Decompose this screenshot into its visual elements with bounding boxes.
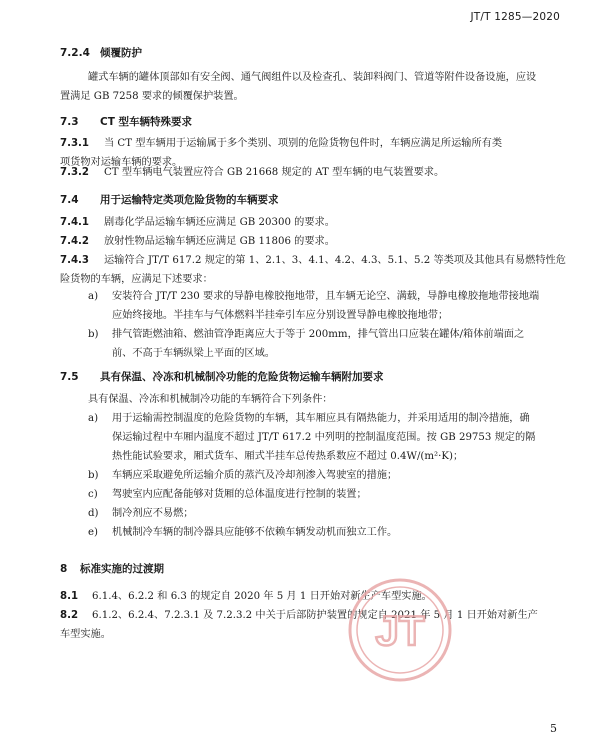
list-marker: d) [88,508,99,519]
paragraph-line: 置满足 GB 7258 要求的倾覆保护装置。 [60,91,244,102]
paragraph-line: 具有保温、冷冻和机械制冷功能的车辆符合下列条件： [88,394,333,405]
paragraph-line: 6.1.2、6.2.4、7.2.3.1 及 7.2.3.2 中关于后部防护装置的规定自 2021 年 5 月 1 日开始对新生产 [92,610,538,621]
clause-number: 7.3.2 [60,167,90,178]
document-code: JT/T 1285—2020 [470,11,560,23]
section-title: 具有保温、冷冻和机械制冷功能的危险货物运输车辆附加要求 [100,371,384,383]
section-number: 7.3 [60,116,79,128]
paragraph-line: 险货物的车辆，应满足下述要求： [60,274,213,285]
section-title: CT 型车辆特殊要求 [100,116,193,128]
list-item-line: 排气管距燃油箱、燃油管净距离应大于等于 200mm，排气管出口应装在罐体/箱体前端面之 [112,329,525,340]
paragraph-line: 剧毒化学品运输车辆还应满足 GB 20300 的要求。 [104,217,335,228]
list-item-line: 机械制冷车辆的制冷器具应能够不依赖车辆发动机而独立工作。 [112,527,398,538]
section-number: 7.4 [60,194,79,206]
list-marker: e) [88,527,99,538]
list-item-line: 用于运输需控制温度的危险货物的车辆，其车厢应具有隔热能力，并采用适用的制冷措施，确 [112,413,530,424]
clause-number: 7.4.1 [60,217,90,228]
section-title: 用于运输特定类项危险货物的车辆要求 [100,194,279,206]
list-marker: a) [88,291,99,302]
list-item-line: 应始终接地。半挂车与气体燃料半挂牵引车应分别设置导静电橡胶拖地带； [112,310,449,321]
jt-watermark-stamp [345,575,455,685]
section-heading-7-2-4 [60,45,142,60]
svg-text:JT: JT [375,607,425,654]
paragraph-line: 运输符合 JT/T 617.2 规定的第 1、2.1、3、4.1、4.2、4.3、5.1、5.2 等类项及其他具有易燃特性危 [104,255,566,266]
list-item-line: 热性能试验要求，厢式货车、厢式半挂车总传热系数应不超过 0.4W/(m²·K)； [112,451,464,462]
list-marker: b) [88,329,99,340]
list-marker: c) [88,489,98,500]
clause-number: 8.2 [60,610,79,621]
list-item-line: 前、不高于车辆纵梁上平面的区域。 [112,348,275,359]
list-item-line: 安装符合 JT/T 230 要求的导静电橡胶拖地带，且车辆无论空、满载，导静电橡胶拖地带接地端 [112,291,540,302]
paragraph-line: CT 型车辆电气装置应符合 GB 21668 规定的 AT 型车辆的电气装置要求。 [104,167,445,178]
paragraph-line: 罐式车辆的罐体顶部如有安全阀、通气阀组件以及检查孔、装卸料阀门、管道等附件设备设施，应设 [88,72,537,83]
list-marker: b) [88,470,99,481]
section-heading-7-4 [60,192,279,207]
list-item-line: 制冷剂应不易燃； [112,508,194,519]
list-item-line: 车辆应采取避免所运输介质的蒸汽及冷却剂渗入驾驶室的措施； [112,470,398,481]
section-heading-7-5 [60,369,384,384]
paragraph-line: 车型实施。 [60,629,111,640]
section-number: 7.2.4 [60,47,90,59]
clause-number: 7.4.2 [60,236,90,247]
clause-number: 7.4.3 [60,255,90,266]
list-item-line: 保运输过程中车厢内温度不超过 JT/T 617.2 中列明的控制温度范围。按 GB 29753 规定的隔 [112,432,536,443]
paragraph-line: 6.1.4、6.2.2 和 6.3 的规定自 2020 年 5 月 1 日开始对新生产车型实施。 [92,591,432,602]
clause-number: 7.3.1 [60,138,90,149]
paragraph-line: 当 CT 型车辆用于运输属于多个类别、项别的危险货物包件时，车辆应满足所运输所有类 [104,138,502,149]
section-heading-7-3 [60,114,192,129]
section-number: 8 [60,563,68,575]
section-heading-8 [60,561,164,576]
paragraph-line: 项货物对运输车辆的要求。 [60,157,183,168]
list-marker: a) [88,413,99,424]
list-item-line: 驾驶室内应配备能够对货厢的总体温度进行控制的装置； [112,489,367,500]
page-number: 5 [550,722,557,735]
section-title: 标准实施的过渡期 [80,563,164,575]
clause-number: 8.1 [60,591,79,602]
paragraph-line: 放射性物品运输车辆还应满足 GB 11806 的要求。 [104,236,335,247]
section-title: 倾覆防护 [100,47,142,59]
section-number: 7.5 [60,371,79,383]
